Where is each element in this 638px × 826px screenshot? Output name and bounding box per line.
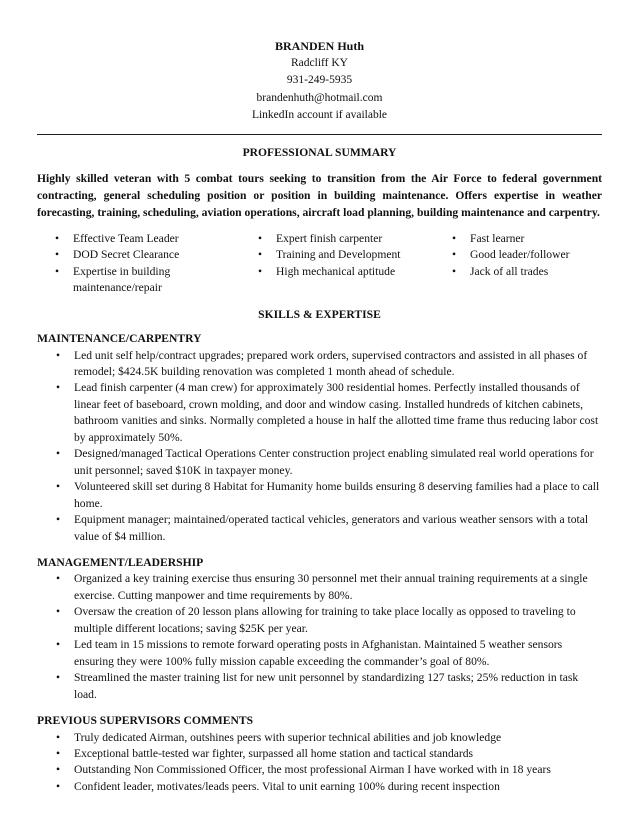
skills-title: SKILLS & EXPERTISE <box>258 307 381 321</box>
list-item: • Designed/managed Tactical Operations Center construction project enabling simulated real world operations for unit personnel; saved $10K in taxpayer money. <box>37 446 602 479</box>
candidate-city: Radcliff KY <box>291 57 348 69</box>
trait-item: • High mechanical aptitude <box>248 264 442 280</box>
comments-heading: PREVIOUS SUPERVISORS COMMENTS <box>37 714 254 728</box>
resume-page <box>37 37 602 795</box>
list-item: • Led unit self help/contract upgrades; prepared work orders, supervised contractors and assisted in all phases of remodel; $424.5K building renovation was completed 1 month ahead of schedule. <box>37 348 602 381</box>
list-item: • Equipment manager; maintained/operated tactical vehicles, generators and various weather sensors with a total value of $4 million. <box>37 512 602 545</box>
comments-list <box>37 730 602 796</box>
list-item: • Volunteered skill set during 8 Habitat for Humanity home builds ensuring 8 deserving families had a place to call home. <box>37 479 602 512</box>
maintenance-list <box>37 348 602 545</box>
trait-item: • Training and Development <box>248 247 442 263</box>
list-item: • Outstanding Non Commissioned Officer, the most professional Airman I have worked with in 18 years <box>37 762 602 778</box>
summary-text: Highly skilled veteran with 5 combat tours seeking to transition from the Air Force to federal government contracting, general scheduling position or position in building maintenance. Offers expertise in weather forecasting, training, scheduling, aviation operations, aircraft load planning, building maintenance and carpentry. <box>37 172 602 220</box>
traits-column-2 <box>248 231 442 297</box>
list-item: • Confident leader, motivates/leads peers. Vital to unit earning 100% during recent inspection <box>37 779 602 795</box>
maintenance-heading: MAINTENANCE/CARPENTRY <box>37 332 202 346</box>
resume-header <box>37 37 602 124</box>
trait-item: • Expert finish carpenter <box>248 231 442 247</box>
traits-column-3 <box>442 231 592 297</box>
trait-item: • Fast learner <box>442 231 592 247</box>
list-item: • Oversaw the creation of 20 lesson plans allowing for training to take place locally as opposed to traveling to multiple different locations; saving $25K per year. <box>37 604 602 637</box>
management-list <box>37 571 602 703</box>
list-item: • Streamlined the master training list for new unit personnel by standardizing 127 tasks; 25% reduction in task load. <box>37 670 602 703</box>
list-item: • Lead finish carpenter (4 man crew) for approximately 300 residential homes. Perfectly installed thousands of linear feet of baseboard, crown molding, and door and window casing. Installed hundreds of kitchen cabinets, bathroom vanities and sinks. Normally completed a house in half the allotted time frame thus reducing labor cost by approximately 50%. <box>37 380 602 446</box>
traits-list <box>37 231 602 297</box>
candidate-email: brandenhuth@hotmail.com <box>256 91 383 104</box>
candidate-phone: 931-249-5935 <box>286 74 353 87</box>
summary-title: PROFESSIONAL SUMMARY <box>242 146 397 159</box>
list-item: • Led team in 15 missions to remote forward operating posts in Afghanistan. Maintained 5 weather sensors ensuring they were 100% fully mission capable exceeding the commander’s goal of 80%. <box>37 637 602 670</box>
header-divider <box>37 134 602 135</box>
list-item: • Exceptional battle-tested war fighter, surpassed all home station and tactical standards <box>37 746 602 762</box>
list-item: • Organized a key training exercise thus ensuring 30 personnel met their annual training requirements at a single exercise. Cutting manpower and time requirements by 80%. <box>37 571 602 604</box>
trait-item: • Jack of all trades <box>442 264 592 280</box>
management-heading: MANAGEMENT/LEADERSHIP <box>37 556 204 569</box>
candidate-linkedin: LinkedIn account if available <box>251 108 388 121</box>
trait-item: • Effective Team Leader <box>45 231 213 247</box>
list-item: • Truly dedicated Airman, outshines peers with superior technical abilities and job knowledge <box>37 730 602 746</box>
trait-item: • DOD Secret Clearance <box>45 247 213 263</box>
candidate-name: BRANDEN Huth <box>274 39 364 53</box>
traits-column-1 <box>37 231 248 297</box>
trait-item: • Good leader/follower <box>442 247 592 263</box>
trait-item: • Expertise in building maintenance/repair <box>45 264 213 297</box>
